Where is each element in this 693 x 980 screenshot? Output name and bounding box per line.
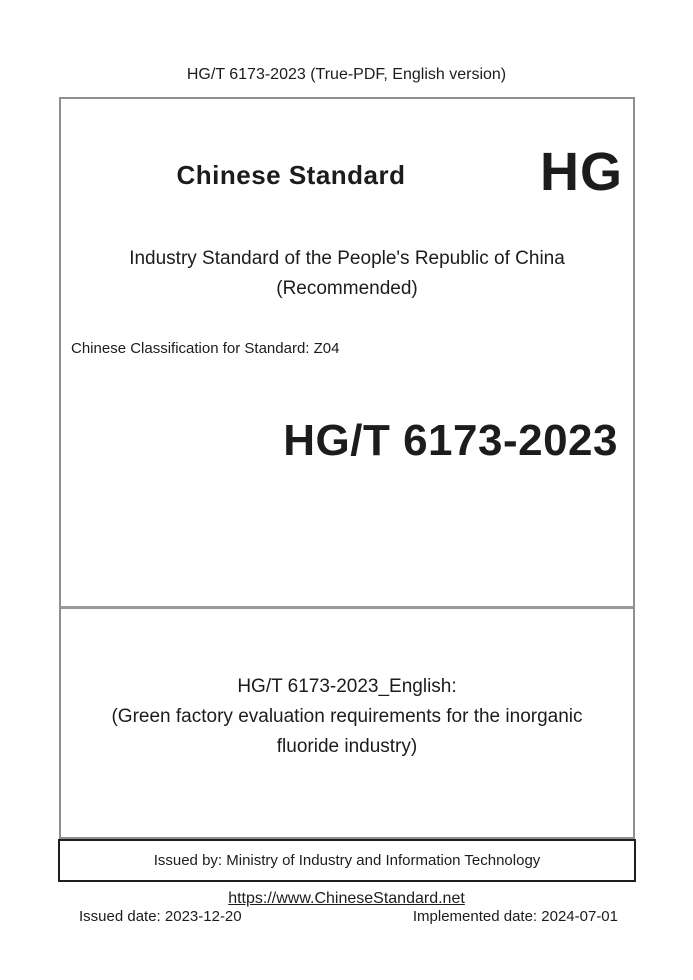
standard-type-line2: (Recommended) [276, 278, 418, 299]
english-title [87, 672, 607, 762]
english-title-line2: (Green factory evaluation requirements for the inorganic fluoride industry) [111, 706, 583, 757]
standard-type-line1: Industry Standard of the People's Republic of China [129, 248, 565, 269]
agency-code: HG [540, 142, 623, 202]
dates-row [79, 908, 618, 925]
issued-date: Issued date: 2023-12-20 [79, 908, 242, 925]
standard-type [61, 244, 633, 304]
page-header-title: HG/T 6173-2023 (True-PDF, English version) [186, 66, 507, 83]
standard-number: HG/T 6173-2023 [283, 416, 618, 465]
brand-title: Chinese Standard [176, 160, 406, 190]
brand-row [61, 137, 633, 202]
footer-link[interactable]: https://www.ChineseStandard.net [228, 890, 465, 907]
cover-bottom-section [61, 672, 633, 937]
english-title-line1: HG/T 6173-2023_English: [237, 676, 457, 697]
classification-note: Chinese Classification for Standard: Z04 [71, 340, 340, 357]
issuer-text: Issued by: Ministry of Industry and Information Technology [153, 852, 541, 869]
cover-top-section [61, 137, 633, 609]
implemented-date: Implemented date: 2024-07-01 [412, 908, 618, 925]
